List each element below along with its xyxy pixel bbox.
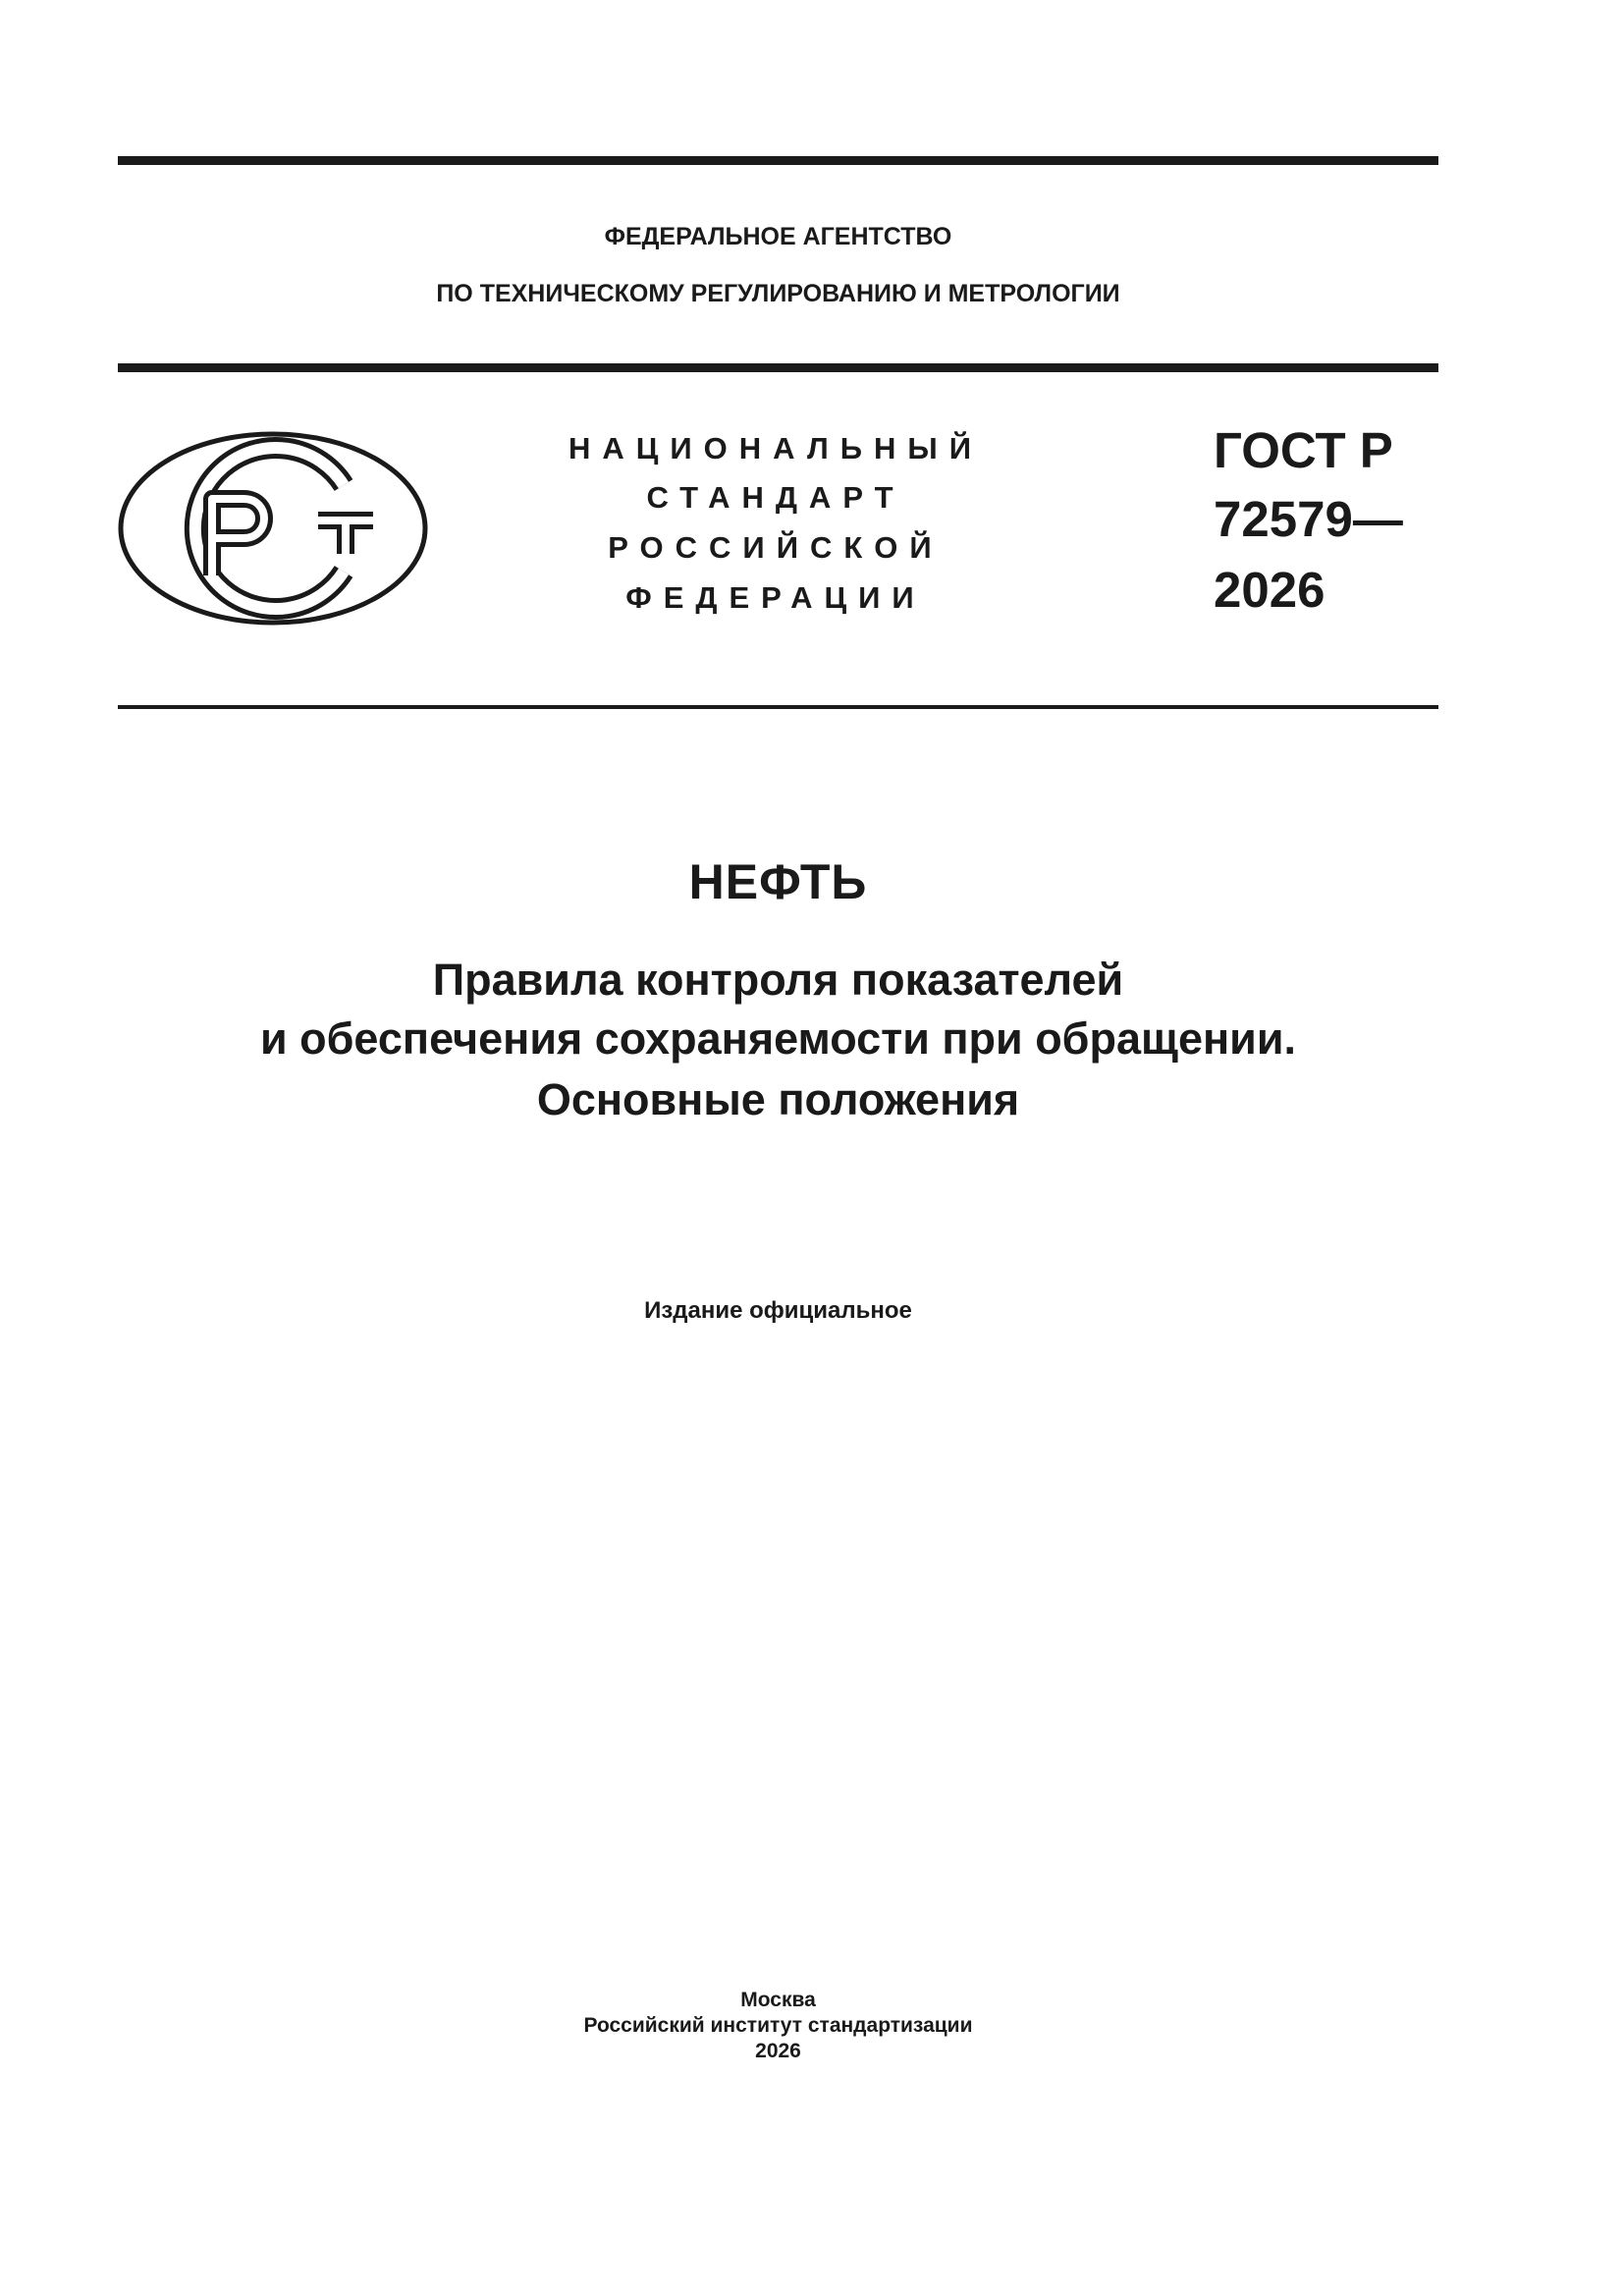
edition-note: Издание официальное — [644, 1297, 912, 1324]
imprint-year: 2026 — [755, 2040, 801, 2062]
rst-certification-mark-icon — [116, 428, 430, 629]
document-title: НЕФТЬ — [688, 854, 868, 909]
document-subtitle-line2: и обеспечения сохраняемости при обращении. — [259, 1013, 1297, 1064]
standard-type-line2: СТАНДАРТ — [646, 480, 905, 515]
document-subtitle-line1: Правила контроля показателей — [432, 955, 1124, 1005]
top-rule — [118, 156, 1438, 165]
standard-type-line3: РОССИЙСКОЙ — [608, 530, 944, 565]
standard-designation-line1: ГОСТ Р — [1214, 422, 1393, 478]
document-subtitle-line3: Основные положения — [536, 1074, 1020, 1124]
agency-name-line1: ФЕДЕРАЛЬНОЕ АГЕНТСТВО — [604, 223, 952, 250]
standard-type-line4: ФЕДЕРАЦИИ — [625, 580, 926, 615]
standard-designation-line3: 2026 — [1214, 562, 1325, 618]
imprint-publisher: Российский институт стандартизации — [583, 2014, 973, 2037]
standard-designation-line2: 72579— — [1214, 491, 1403, 547]
designation-bottom-rule — [118, 705, 1438, 709]
agency-name-line2: ПО ТЕХНИЧЕСКОМУ РЕГУЛИРОВАНИЮ И МЕТРОЛОГИИ — [436, 280, 1120, 307]
imprint-city: Москва — [740, 1989, 816, 2011]
header-bottom-rule — [118, 363, 1438, 372]
standard-type-line1: НАЦИОНАЛЬНЫЙ — [568, 431, 984, 465]
